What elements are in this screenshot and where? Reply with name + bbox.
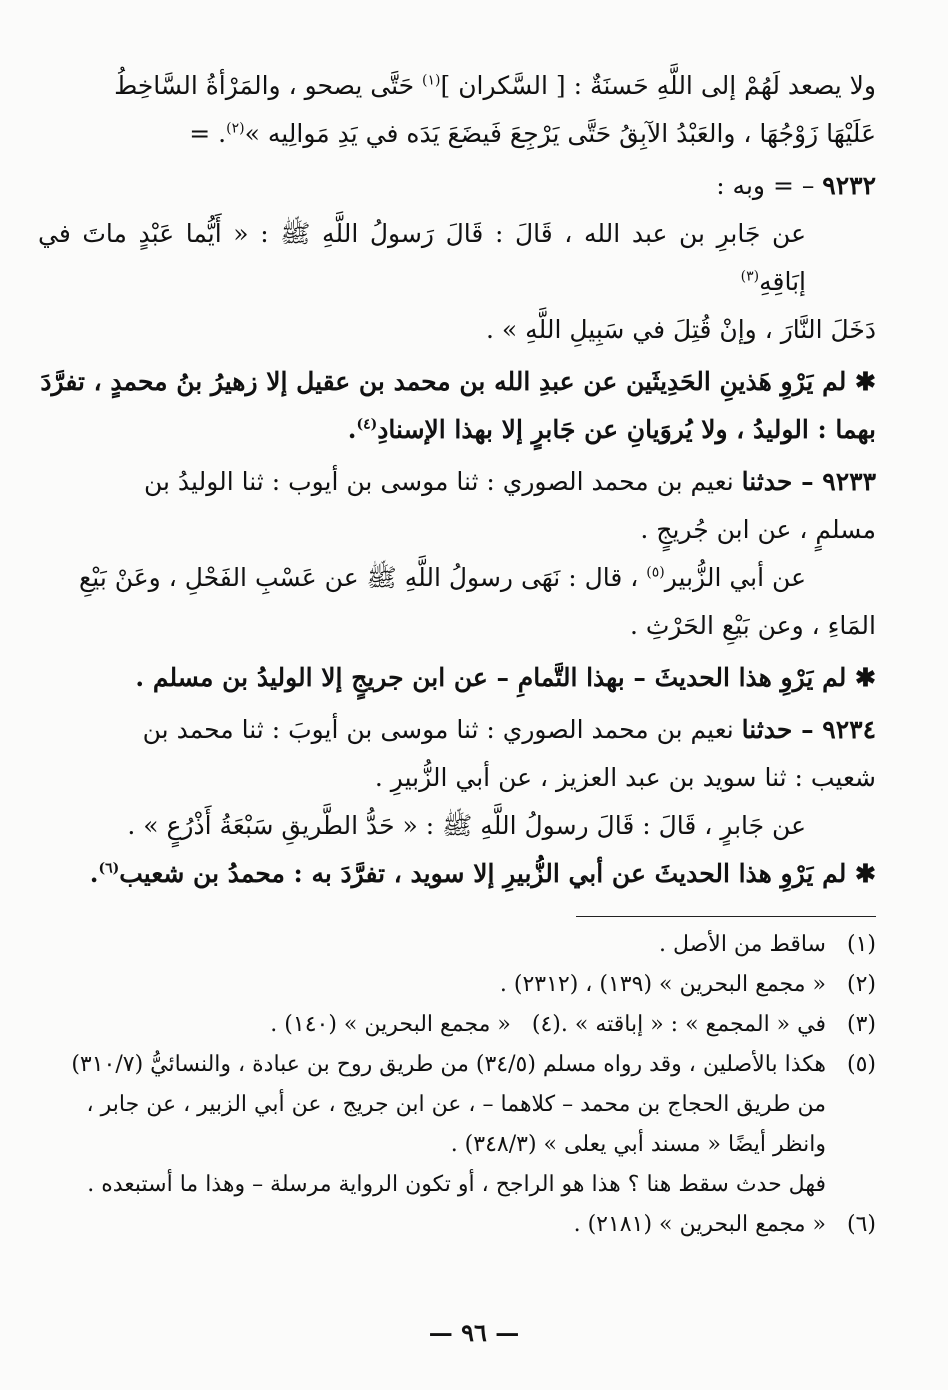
footnote-number: (٢): [846, 972, 876, 997]
footnote-ref[interactable]: (٢): [226, 120, 245, 137]
text-segment: . =: [189, 119, 227, 148]
footnote-number: (١): [846, 932, 876, 957]
footnote-divider: [576, 916, 876, 917]
footnote-ref[interactable]: (٦): [98, 860, 120, 877]
hadith-number: ٩٢٣٢: [822, 171, 876, 200]
text-segment: نعيم بن محمد الصوري : ثنا موسى بن أيوبَ : ثنا محمد بن: [142, 715, 742, 744]
text-line: المَاءِ ، وعن بَيْعِ الحَرْثِ .: [630, 611, 876, 640]
page-number: — ٩٦ —: [428, 1318, 520, 1347]
footnote-5: [38, 1045, 876, 1085]
commentary-line: [38, 850, 876, 898]
hadith-heading-9232: [38, 162, 876, 210]
footnote-ref[interactable]: (٤): [356, 416, 378, 433]
text-line: شعيب : ثنا سويد بن عبد العزيز ، عن أبي الزُّبيرِ .: [374, 763, 876, 792]
hadith-heading-9233: [38, 458, 876, 506]
footnote-5-continuation: من طريق الحجاج بن محمد – كلاهما – ، عن ابن جريج ، عن أبي الزبير ، عن جابر ،: [86, 1092, 826, 1117]
footnote-text: في « المجمع » : « إباقته » .: [560, 1012, 826, 1037]
text-segment: عن أبي الزُّبير: [664, 563, 806, 592]
footnote-number: (٦): [846, 1212, 876, 1237]
text-segment: – حدثنا: [741, 715, 823, 744]
text-segment: عَلَيْهَا زَوْجُهَا ، والعَبْدُ الآبِقُ حَتَّى يَرْجِعَ فَيضَعَ يَدَه في يَدِ مَوالِيه »: [244, 119, 876, 148]
footnote-ref[interactable]: (٣): [740, 268, 760, 285]
footnote-5-continuation: فهل حدث سقط هنا ؟ هذا هو الراجح ، أو تكون الرواية مرسلة – وهذا ما أستبعده .: [87, 1172, 826, 1197]
text-segment: ، قال : نَهَى رسولُ اللَّهِ ﷺ عن عَسْبِ الفَحْلِ ، وعَنْ بَيْعِ: [78, 563, 647, 592]
footnote-5-continuation: وانظر أيضًا « مسند أبي يعلى » (٣٤٨/٣) .: [450, 1132, 826, 1157]
commentary-line: ✱ لم يَرْوِ هذا الحديثَ – بهذا التَّمامِ – عن ابن جريجٍ إلا الوليدُ بن مسلم .: [135, 663, 876, 692]
footnote-text: « مجمع البحرين » (٢١٨١) .: [573, 1212, 826, 1237]
hadith-number: ٩٢٣٤: [822, 715, 876, 744]
commentary-line: [38, 406, 876, 454]
text-segment: ✱ لم يَرْوِ هذا الحديثَ عن أبي الزُّبيرِ إلا سويد ، تفرَّدَ به : محمدُ بن شعيب: [119, 859, 876, 888]
footnote-number: (٤): [531, 1012, 561, 1037]
footnote-row-3-4: [38, 1005, 876, 1045]
text-segment: – = وبه :: [716, 171, 823, 200]
text-line: [38, 110, 876, 158]
footnote-6: [38, 1205, 876, 1245]
text-segment: حَتَّى يصحو ، والمَرْأةُ السَّاخِطُ: [114, 71, 423, 100]
footnote-number: (٥): [846, 1052, 876, 1077]
text-segment: .: [347, 415, 357, 444]
text-line: دَخَلَ النَّارَ ، وإنْ قُتِلَ في سَبِيلِ اللَّهِ » .: [486, 315, 876, 344]
text-segment: نعيم بن محمد الصوري : ثنا موسى بن أيوب : ثنا الوليدُ بن: [144, 467, 742, 496]
footnote-text: ساقط من الأصل .: [658, 932, 826, 957]
hadith-heading-9234: [38, 706, 876, 754]
hadith-number: ٩٢٣٣: [822, 467, 876, 496]
text-segment: ولا يصعد لَهُمْ إلى اللَّهِ حَسنَةٌ : [ السَّكران ]: [440, 71, 876, 100]
text-line: [38, 62, 876, 110]
commentary-line: ✱ لم يَرْوِ هَذينِ الحَدِيثَين عن عبدِ الله بن محمد بن عقيل إلا زهيرُ بنُ محمدٍ ، تفرَّدَ: [40, 367, 876, 396]
footnote-text: « مجمع البحرين » (١٤٠) .: [270, 1012, 511, 1037]
footnote-number: (٣): [846, 1012, 876, 1037]
text-segment: بهما : الوليدُ ، ولا يُروَيانِ عن جَابرٍ إلا بهذا الإسنادِ: [377, 415, 876, 444]
footnote-1: [38, 925, 876, 965]
footnotes: [38, 925, 876, 1245]
footnote-2: [38, 965, 876, 1005]
text-segment: – حدثنا: [741, 467, 823, 496]
text-line: [38, 210, 876, 306]
footnote-text: « مجمع البحرين » (١٣٩) ، (٢٣١٢) .: [499, 972, 826, 997]
footnote-text: هكذا بالأصلين ، وقد رواه مسلم (٣٤/٥) من طريق روح بن عبادة ، والنسائيُّ (٣١٠/٧): [71, 1052, 826, 1077]
text-line: [38, 554, 876, 602]
text-segment: عن جَابرِ بن عبد الله ، قَالَ : قَالَ رَسولُ اللَّهِ ﷺ : « أَيُّما عَبْدٍ ماتَ في إبَاقِهِ: [38, 219, 806, 296]
text-line: عن جَابرٍ ، قَالَ : قَالَ رسولُ اللَّهِ ﷺ : « حَدُّ الطَّريقِ سَبْعَةُ أَذْرُعٍ » .: [127, 811, 806, 840]
text-line: مسلمٍ ، عن ابن جُريجٍ .: [640, 515, 876, 544]
text-segment: .: [89, 859, 99, 888]
footnote-ref[interactable]: (١): [422, 72, 441, 89]
footnote-ref[interactable]: (٥): [646, 564, 665, 581]
